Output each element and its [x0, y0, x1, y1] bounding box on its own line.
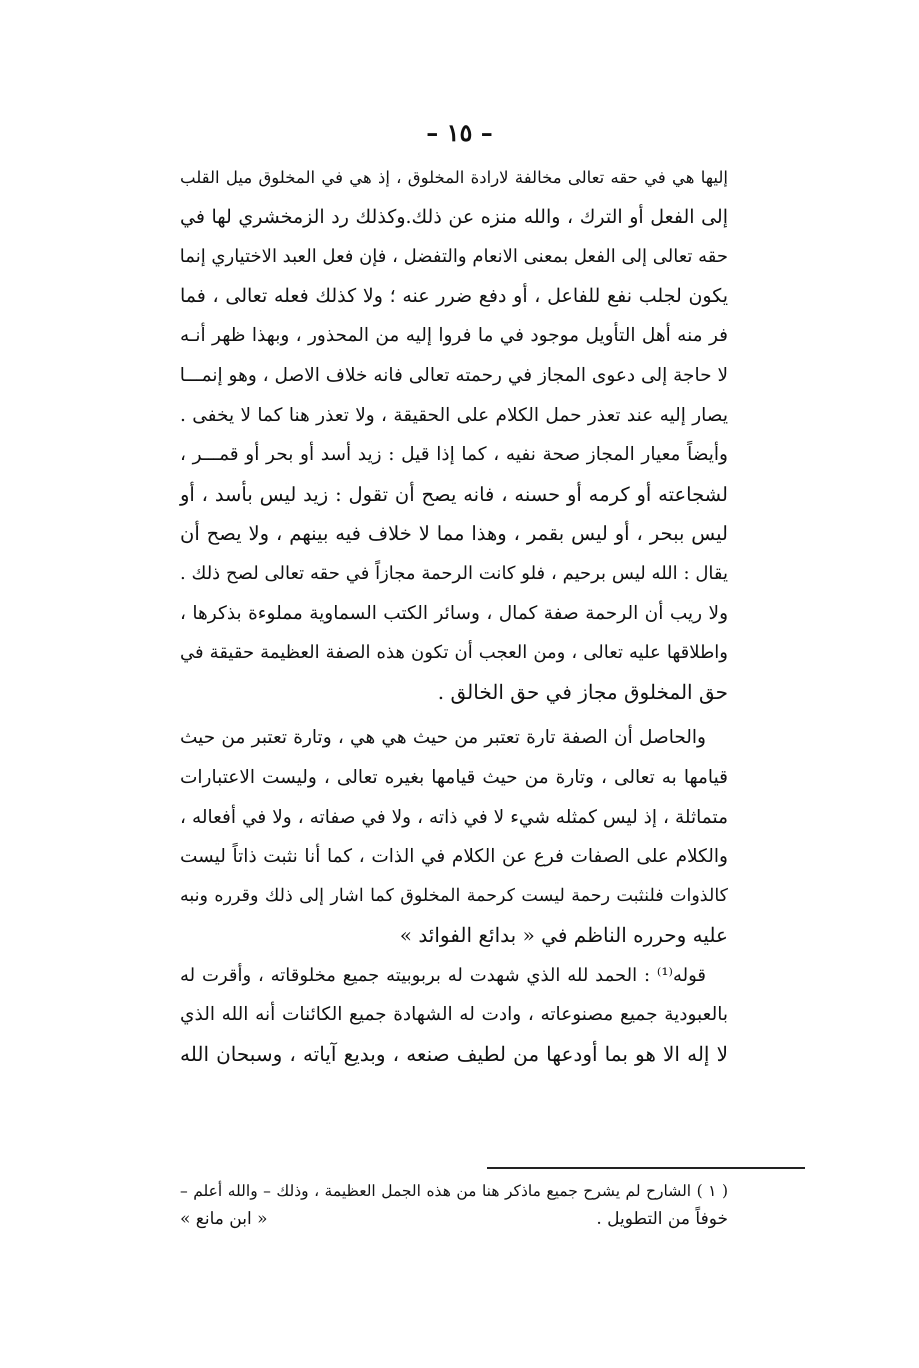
- page-number: – ١٥ –: [426, 118, 493, 147]
- text-line: بالعبودية جميع مصنوعاته ، وادت له الشهادة جميع الكائنات أنه الله الذي: [180, 1004, 728, 1026]
- footnote: [180, 1177, 728, 1233]
- text-line: متماثلة ، إذ ليس كمثله شيء لا في ذاته ، ولا في صفاته ، ولا في أفعاله ،: [180, 806, 728, 828]
- text-line: عليه وحرره الناظم في « بدائع الفوائد »: [399, 923, 728, 948]
- footnote-row: [180, 1205, 728, 1233]
- text-line: حقه تعالى إلى الفعل بمعنى الانعام والتفضل ، فإن فعل العبد الاختياري إنما: [179, 246, 728, 268]
- text-line: كالذوات فلنثبت رحمة ليست كرحمة المخلوق كما اشار إلى ذلك وقرره ونبه: [180, 885, 728, 906]
- text-line: لا حاجة إلى دعوى المجاز في رحمته تعالى فانه خلاف الاصل ، وهو إنمـــا: [179, 364, 728, 386]
- text-line: ليس ببحر ، أو ليس بقمر ، وهذا مما لا خلاف فيه بينهم ، ولا يصح أن: [180, 522, 728, 546]
- text-line: قوله⁽¹⁾ : الحمد لله الذي شهدت له بربوبيته جميع مخلوقاته ، وأقرت له: [180, 964, 706, 986]
- text-line: قيامها به تعالى ، وتارة من حيث قيامها بغيره تعالى ، وليست الاعتبارات: [180, 766, 728, 788]
- footnote-signature: « ابن مانع »: [180, 1209, 268, 1229]
- text-line: لا إله الا هو بما أودعها من لطيف صنعه ، وبديع آياته ، وسبحان الله: [180, 1042, 728, 1067]
- text-line: ولا ريب أن الرحمة صفة كمال ، وسائر الكتب السماوية مملوءة بذكرها ،: [180, 602, 728, 624]
- text-line: إليها هي في حقه تعالى مخالفة لارادة المخلوق ، إذ هي في المخلوق ميل القلب: [180, 168, 728, 187]
- text-line: لشجاعته أو كرمه أو حسنه ، فانه يصح أن تقول : زيد ليس بأسد ، أو: [180, 482, 728, 506]
- footnote-line: ( ١ ) الشارح لم يشرح جميع ماذكر هنا من هذه الجمل العظيمة ، وذلك – والله أعلم –: [180, 1182, 728, 1200]
- footnote-divider: [487, 1167, 805, 1169]
- text-line: وأيضاً معيار المجاز صحة نفيه ، كما إذا قيل : زيد أسد أو بحر أو قمـــر ،: [180, 444, 728, 466]
- text-line: واطلاقها عليه تعالى ، ومن العجب أن تكون هذه الصفة العظيمة حقيقة في: [180, 642, 728, 664]
- text-line: يصار إليه عند تعذر حمل الكلام على الحقيقة ، ولا تعذر هنا كما لا يخفى .: [180, 404, 728, 426]
- body-text: [180, 158, 728, 1075]
- text-line: يكون لجلب نفع للفاعل ، أو دفع ضرر عنه ؛ ولا كذلك فعله تعالى ، فما: [180, 284, 728, 307]
- text-line: فر منه أهل التأويل موجود في ما فروا إليه من المحذور ، وبهذا ظهر أنـه: [180, 325, 728, 347]
- text-line: يقال : الله ليس برحيم ، فلو كانت الرحمة مجازاً في حقه تعالى لصح ذلك .: [180, 562, 728, 584]
- text-line: حق المخلوق مجاز في حق الخالق .: [437, 679, 728, 704]
- text-line: إلى الفعل أو الترك ، والله منزه عن ذلك.وكذلك رد الزمخشري لها في: [180, 205, 728, 228]
- footnote-line: خوفاً من التطويل .: [596, 1209, 728, 1229]
- text-line: والحاصل أن الصفة تارة تعتبر من حيث هي هي ، وتارة تعتبر من حيث: [180, 727, 706, 749]
- text-line: والكلام على الصفات فرع عن الكلام في الذات ، كما أنا نثبت ذاتاً ليست: [180, 846, 728, 868]
